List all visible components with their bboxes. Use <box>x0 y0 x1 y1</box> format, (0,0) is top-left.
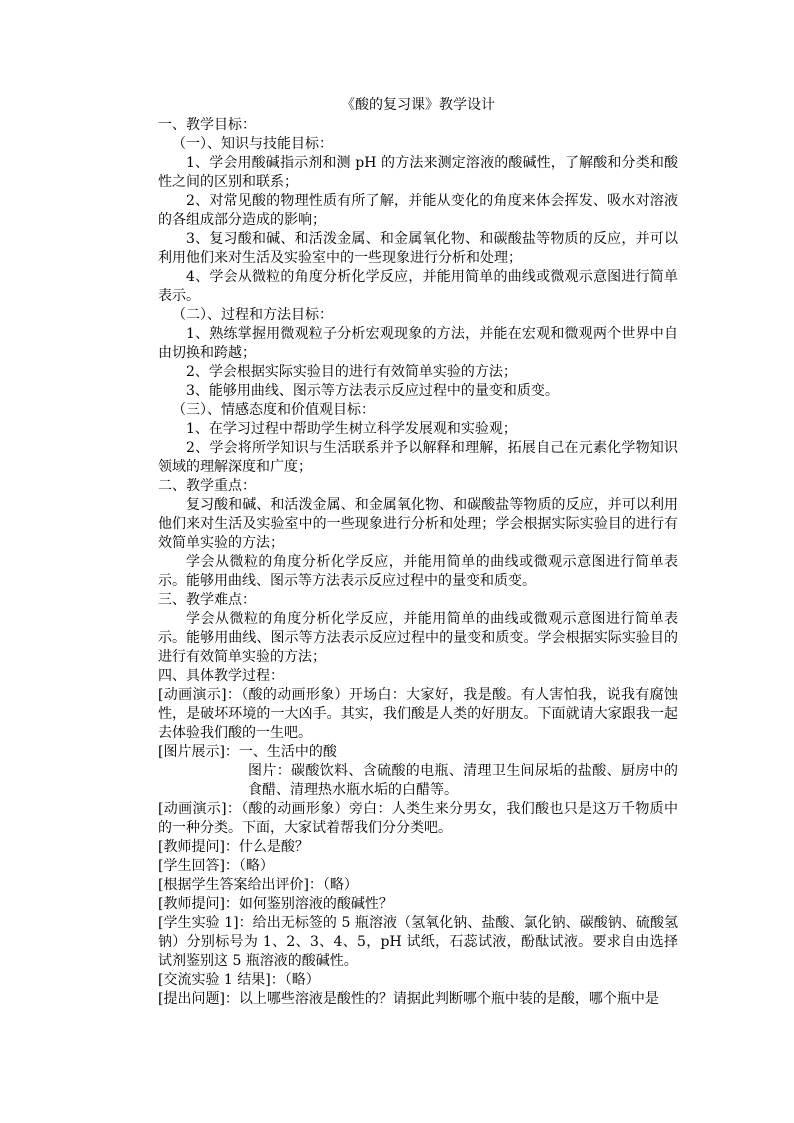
paragraph: 1、熟练掌握用微观粒子分析宏观现象的方法，并能在宏观和微观两个世界中自由切换和跨越； <box>158 326 678 361</box>
paragraph: 复习酸和碱、和活泼金属、和金属氧化物、和碳酸盐等物质的反应，并可以利用他们来对生活及实验室中的一些现象进行分析和处理；学会根据实际实验目的进行有效简单实验的方法； <box>158 497 678 551</box>
document-page <box>158 95 678 1009</box>
paragraph: （一）、知识与技能目标： <box>172 136 333 152</box>
paragraph: [教师提问]：什么是酸？ <box>158 839 309 855</box>
paragraph: 1、在学习过程中帮助学生树立科学发展观和实验观； <box>186 421 517 437</box>
paragraph: [动画演示]：（酸的动画形象）开场白：大家好，我是酸。有人害怕我，说我有腐蚀性，是破坏环境的一大凶手。其实，我们酸是人类的好朋友。下面就请大家跟我一起去体验我们酸的一生吧。 <box>158 687 678 741</box>
paragraph: 1、学会用酸碱指示剂和测 pH 的方法来测定溶液的酸碱性，了解酸和分类和酸性之间的区别和联系； <box>158 155 678 190</box>
paragraph: （三）、情感态度和价值观目标： <box>172 402 375 418</box>
paragraph: 学会从微粒的角度分析化学反应，并能用简单的曲线或微观示意图进行简单表示。能够用曲线、图示等方法表示反应过程中的量变和质变。学会根据实际实验目的进行有效简单实验的方法； <box>158 611 678 665</box>
paragraph: 3、复习酸和碱、和活泼金属、和金属氧化物、和碳酸盐等物质的反应，并可以利用他们来对生活及实验室中的一些现象进行分析和处理； <box>158 231 678 266</box>
paragraph: 4、学会从微粒的角度分析化学反应，并能用简单的曲线或微观示意图进行简单表示。 <box>158 269 678 304</box>
paragraph: [动画演示]：（酸的动画形象）旁白：人类生来分男女，我们酸也只是这万千物质中的一种分类。下面，大家试着帮我们分分类吧。 <box>158 801 678 836</box>
paragraph: （二）、过程和方法目标： <box>172 307 333 323</box>
paragraph: 四、具体教学过程： <box>158 668 284 684</box>
paragraph: 一、教学目标： <box>158 117 256 133</box>
paragraph: 学会从微粒的角度分析化学反应，并能用简单的曲线或微观示意图进行简单表示。能够用曲线、图示等方法表示反应过程中的量变和质变。 <box>158 554 678 589</box>
paragraph: 2、学会根据实际实验目的进行有效简单实验的方法； <box>186 364 517 380</box>
document-body <box>158 116 678 1009</box>
paragraph: 图片：碳酸饮料、含硫酸的电瓶、清理卫生间尿垢的盐酸、厨房中的食醋、清理热水瓶水垢的白醋等。 <box>248 763 678 798</box>
paragraph: [交流实验 1 结果]：（略） <box>158 972 320 988</box>
paragraph: [教师提问]：如何鉴别溶液的酸碱性？ <box>158 896 393 912</box>
paragraph: 二、教学重点： <box>158 478 256 494</box>
paragraph: [学生实验 1]：给出无标签的 5 瓶溶液（氢氧化钠、盐酸、氯化钠、碳酸钠、硫酸氢钠）分别标号为 1、2、3、4、5，pH 试纸，石蕊试液，酚酞试液。要求自由选择试剂鉴别这 5 瓶溶液的酸碱性。 <box>158 915 678 969</box>
paragraph: 三、教学难点： <box>158 592 256 608</box>
paragraph: 2、对常见酸的物理性质有所了解，并能从变化的角度来体会挥发、吸水对溶液的各组成部分造成的影响； <box>158 193 678 228</box>
paragraph: [图片展示]：一、生活中的酸 <box>158 744 337 760</box>
paragraph: [学生回答]：（略） <box>158 858 274 874</box>
paragraph: 3、能够用曲线、图示等方法表示反应过程中的量变和质变。 <box>186 383 559 399</box>
document-title: 《酸的复习课》教学设计 <box>341 97 495 113</box>
paragraph: [提出问题]：以上哪些溶液是酸性的？请据此判断哪个瓶中装的是酸，哪个瓶中是 <box>158 991 659 1007</box>
paragraph: [根据学生答案给出评价]：（略） <box>158 877 358 893</box>
paragraph: 2、学会将所学知识与生活联系并予以解释和理解，拓展自己在元素化学物知识领域的理解深度和广度； <box>158 440 678 475</box>
